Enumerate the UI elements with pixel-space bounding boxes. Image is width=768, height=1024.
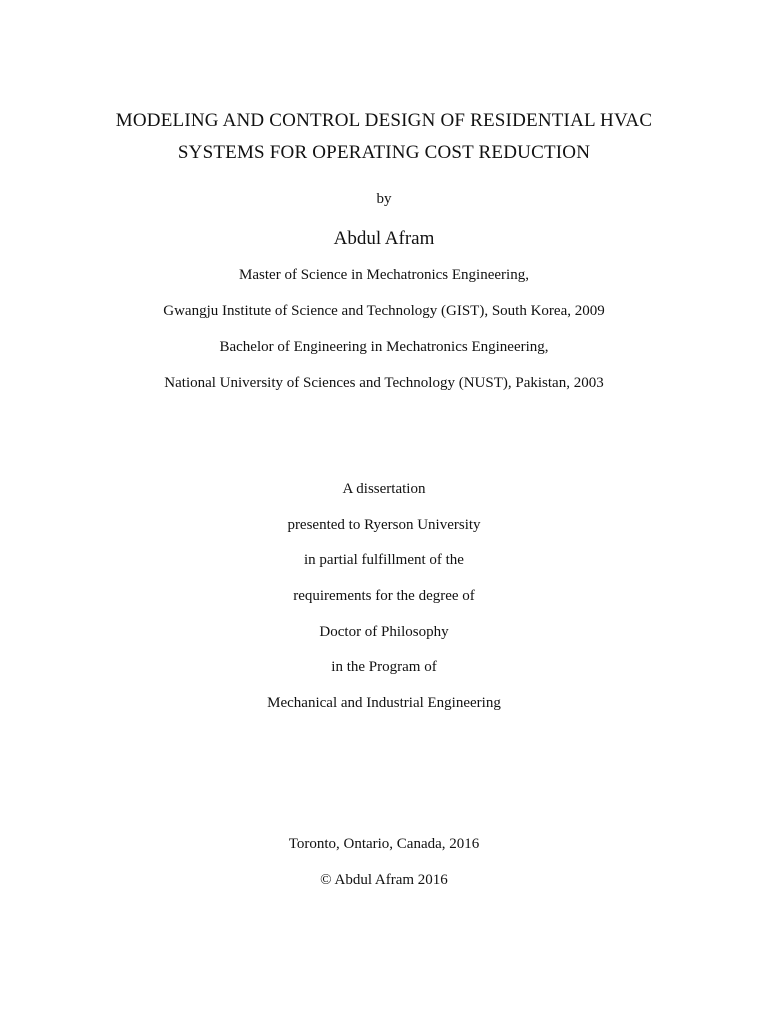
by-label: by [376, 191, 392, 207]
degree-masters-institution: Gwangju Institute of Science and Technology (GIST), South Korea, 2009 [163, 303, 605, 319]
degree-bachelors-institution: National University of Sciences and Technology (NUST), Pakistan, 2003 [164, 375, 604, 391]
degree-bachelors: Bachelor of Engineering in Mechatronics Engineering, [219, 339, 549, 355]
author-name: Abdul Afram [333, 228, 435, 249]
degree-masters: Master of Science in Mechatronics Engineering, [239, 267, 529, 283]
dissertation-line-4: requirements for the degree of [293, 588, 475, 604]
dissertation-line-6: in the Program of [331, 659, 437, 675]
thesis-title-line-1: MODELING AND CONTROL DESIGN OF RESIDENTIAL HVAC [115, 110, 653, 131]
copyright-notice: © Abdul Afram 2016 [320, 872, 448, 888]
dissertation-line-3: in partial fulfillment of the [304, 552, 464, 568]
dissertation-line-7: Mechanical and Industrial Engineering [267, 695, 501, 711]
place-and-date: Toronto, Ontario, Canada, 2016 [288, 836, 480, 852]
thesis-title-line-2: SYSTEMS FOR OPERATING COST REDUCTION [177, 142, 591, 163]
dissertation-line-2: presented to Ryerson University [287, 517, 481, 533]
dissertation-line-1: A dissertation [342, 481, 426, 497]
dissertation-line-5: Doctor of Philosophy [319, 624, 449, 640]
